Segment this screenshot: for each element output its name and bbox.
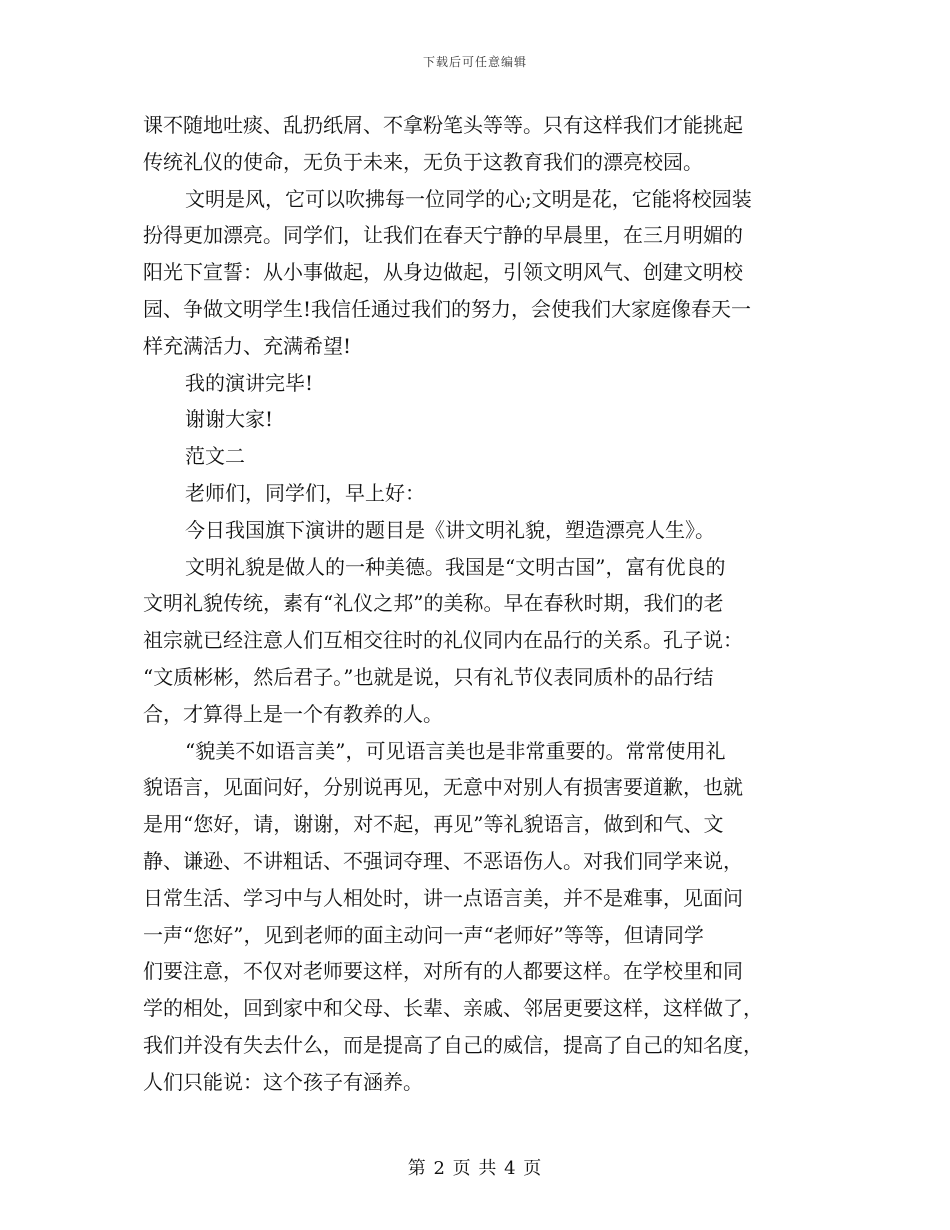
body-line: “文质彬彬，然后君子。”也就是说，只有礼节仪表同质朴的品行结 [143, 664, 714, 689]
body-line: 日常生活、学习中与人相处时，讲一点语言美，并不是难事，见面问 [143, 885, 743, 910]
body-line: 传统礼仪的使命，无负于未来，无负于这教育我们的漂亮校园。 [143, 149, 703, 174]
body-line: 谢谢大家! [185, 407, 274, 432]
section-heading: 范文二 [185, 444, 245, 469]
body-line: 一声“您好”，见到老师的面主动问一声“老师好”等等，但请同学 [143, 922, 704, 947]
document-body [143, 107, 813, 1101]
body-line: 文明礼貌是做人的一种美德。我国是“文明古国”，富有优良的 [185, 554, 726, 579]
body-line: 静、谦逊、不讲粗话、不强词夺理、不恶语伤人。对我们同学来说， [143, 848, 743, 873]
body-line: 文明礼貌传统，素有“礼仪之邦”的美称。早在春秋时期，我们的老 [143, 591, 724, 616]
body-line: 人们只能说：这个孩子有涵养。 [143, 1069, 423, 1094]
body-line: 学的相处，回到家中和父母、长辈、亲戚、邻居更要这样，这样做了， [143, 996, 763, 1021]
page-header: 下载后可任意编辑 [422, 55, 527, 69]
body-line: 们要注意，不仅对老师要这样，对所有的人都要这样。在学校里和同 [143, 959, 743, 984]
body-line: 我的演讲完毕! [185, 370, 314, 395]
body-line: 合，才算得上是一个有教养的人。 [143, 701, 443, 726]
body-line: “貌美不如语言美”，可见语言美也是非常重要的。常常使用礼 [185, 738, 726, 763]
body-line: 样充满活力、充满希望! [143, 333, 352, 358]
body-line: 文明是风，它可以吹拂每一位同学的心;文明是花，它能将校园装 [185, 186, 752, 211]
body-line: 阳光下宣誓：从小事做起，从身边做起，引领文明风气、创建文明校 [143, 260, 743, 285]
body-line: 我们并没有失去什么，而是提高了自己的威信，提高了自己的知名度， [143, 1032, 763, 1057]
page-footer: 第 2 页 共 4 页 [407, 1158, 543, 1179]
body-line: 园、争做文明学生!我信任通过我们的努力，会使我们大家庭像春天一 [143, 296, 752, 321]
body-line: 扮得更加漂亮。同学们，让我们在春天宁静的早晨里，在三月明媚的 [143, 223, 743, 248]
body-line: 老师们，同学们，早上好： [185, 480, 425, 505]
body-line: 貌语言，见面问好，分别说再见，无意中对别人有损害要道歉，也就 [143, 775, 743, 800]
body-line: 课不随地吐痰、乱扔纸屑、不拿粉笔头等等。只有这样我们才能挑起 [143, 113, 743, 137]
body-line: 今日我国旗下演讲的题目是《讲文明礼貌，塑造漂亮人生》。 [185, 517, 715, 542]
body-line: 祖宗就已经注意人们互相交往时的礼仪同内在品行的关系。孔子说： [143, 628, 743, 653]
body-line: 是用“您好，请，谢谢，对不起，再见”等礼貌语言，做到和气、文 [143, 812, 724, 837]
